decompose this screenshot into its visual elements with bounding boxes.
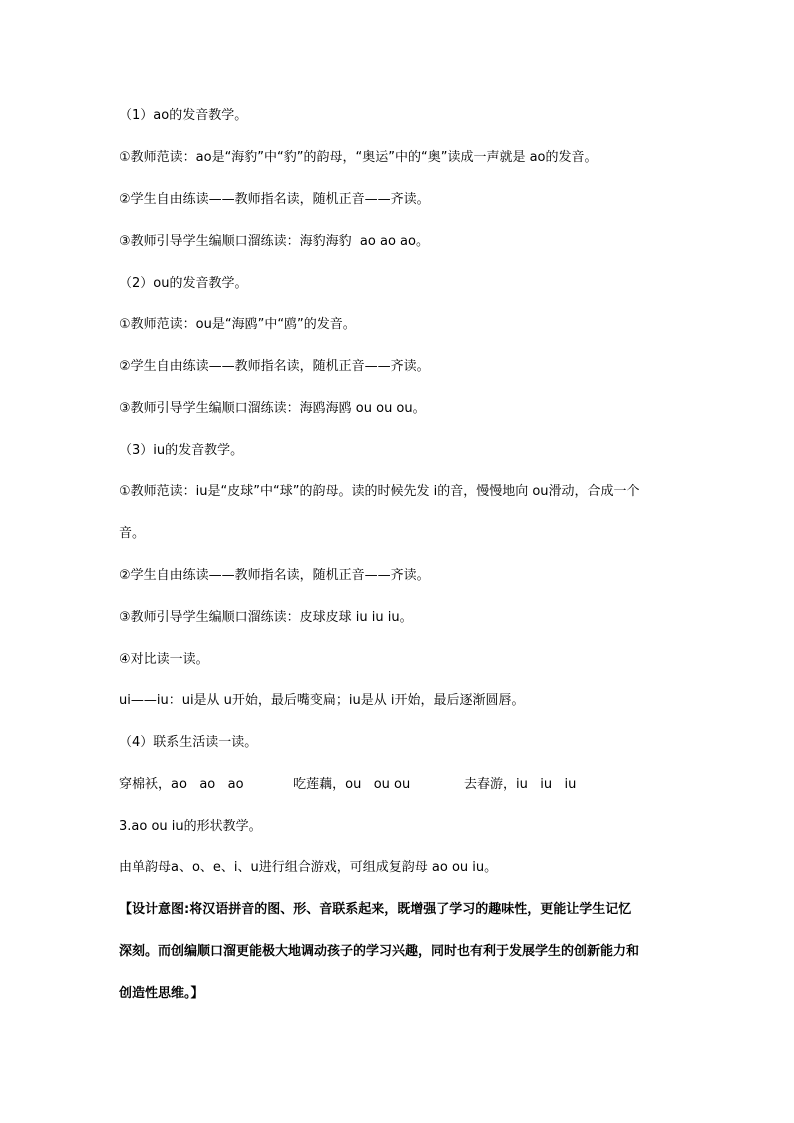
paragraph-line: 由单韵母a、o、e、i、u进行组合游戏，可组成复韵母 ao ou iu。 [119,860,498,875]
paragraph-line: ④对比读一读。 [119,652,209,667]
design-intent-line: 深刻。而创编顺口溜更能极大地调动孩子的学习兴趣，同时也有利于发展学生的创新能力和 [119,944,640,959]
design-intent-line: 【设计意图:将汉语拼音的图、形、音联系起来，既增强了学习的趣味性，更能让学生记忆 [119,902,632,917]
paragraph-line: ②学生自由练读——教师指名读，随机正音——齐读。 [119,359,430,374]
paragraph-line: ②学生自由练读——教师指名读，随机正音——齐读。 [119,568,430,583]
section-heading-ou: （2）ou的发音教学。 [119,276,248,291]
paragraph-line: ③教师引导学生编顺口溜练读：皮球皮球 iu iu iu。 [119,610,413,625]
paragraph-line: ③教师引导学生编顺口溜练读：海鸥海鸥 ou ou ou。 [119,401,426,416]
paragraph-line: ①教师范读：ou是“海鸥”中“鸥”的发音。 [119,317,356,332]
paragraph-line: ①教师范读：ao是“海豹”中“豹”的韵母，“奥运”中的“奥”读成一声就是 ao的发音。 [119,150,598,165]
paragraph-line: ③教师引导学生编顺口溜练读：海豹海豹 ao ao ao。 [119,234,429,249]
section-heading-shape: 3.ao ou iu的形状教学。 [119,819,262,834]
paragraph-line: 穿棉袄，ao ao ao 吃莲藕，ou ou ou 去春游，iu iu iu [119,777,577,792]
design-intent-line: 创造性思维。】 [119,986,204,1001]
section-heading-life: （4）联系生活读一读。 [119,735,258,750]
paragraph-line: ①教师范读：iu是“皮球”中“球”的韵母。读的时候先发 i的音，慢慢地向 ou滑动，合成一个 [119,484,640,499]
section-heading-ao: （1）ao的发音教学。 [119,108,248,123]
paragraph-line: ui——iu：ui是从 u开始，最后嘴变扁；iu是从 i开始，最后逐渐圆唇。 [119,693,525,708]
paragraph-line: ②学生自由练读——教师指名读，随机正音——齐读。 [119,192,430,207]
paragraph-line: 音。 [119,526,146,541]
section-heading-iu: （3）iu的发音教学。 [119,443,244,458]
